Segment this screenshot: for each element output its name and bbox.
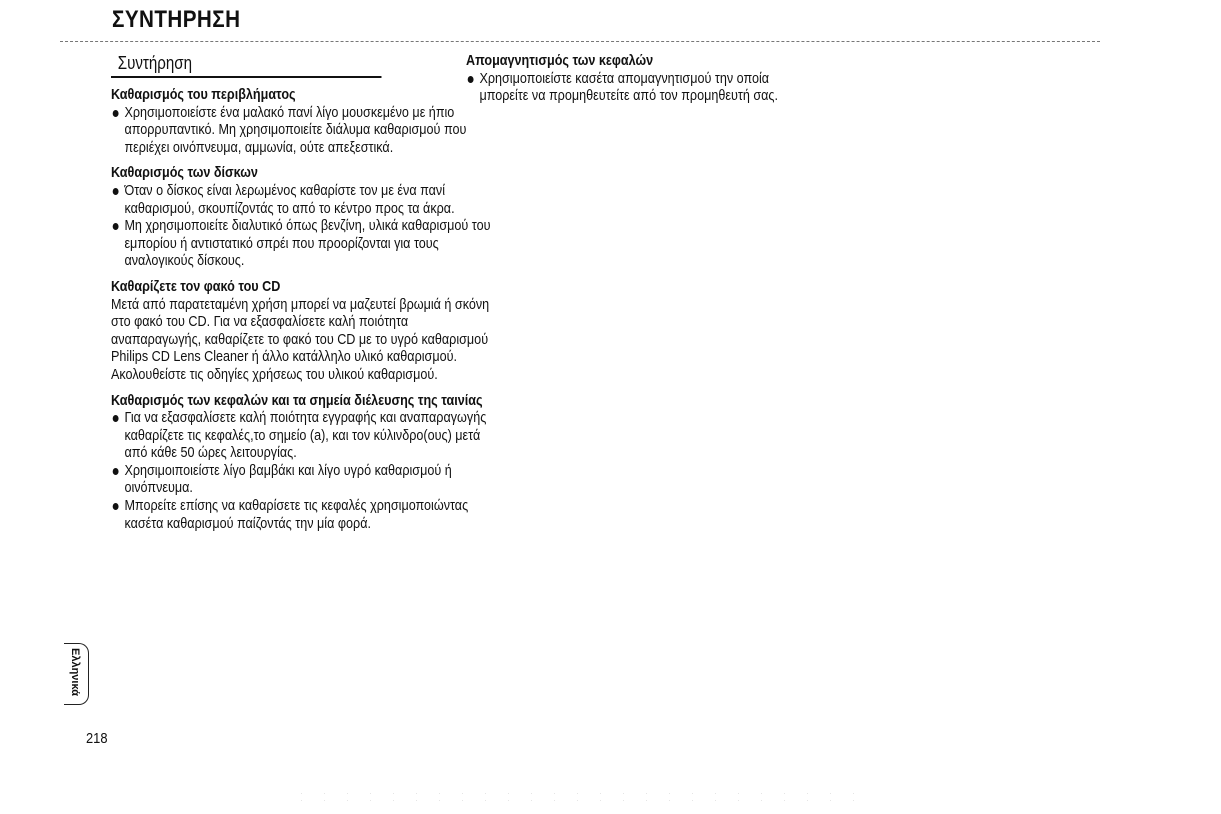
demagnetise-content	[466, 52, 802, 105]
heading-disc-cleaning: Καθαρισμός των δίσκων	[111, 164, 258, 182]
language-tab	[64, 643, 89, 705]
list-item-text: Μη χρησιμοποιείτε διαλυτικό όπως βενζίνη, υλικά καθαρισμού του εμπορίου ή αντιστατικό σπρέι που προορίζονται για τους αναλογικούς δίσκους.	[124, 217, 491, 270]
page-title: ΣΥΝΤΗΡΗΣΗ	[112, 6, 241, 33]
list-item	[111, 182, 491, 217]
heading-demagnetise: Απομαγνητισμός των κεφαλών	[466, 52, 654, 69]
heading-cd-lens: Καθαρίζετε τον φακό του CD	[111, 277, 281, 295]
section-title: Συντήρηση	[111, 52, 381, 78]
cd-lens-paragraph: Μετά από παρατεταμένη χρήση μπορεί να μαζευτεί βρωμιά ή σκόνη στο φακό του CD. Για να εξασφαλίσετε καλή ποιότητα αναπαραγωγής, καθαρίζετε το φακό του CD με το υγρό καθαρισμού Philips CD Lens Cleaner ή άλλο κατάλληλο υλικό καθαρισμού. Ακολουθείστε τις οδηγίες χρήσεως του υλικού καθαρισμού.	[111, 295, 490, 383]
bullet-icon	[113, 415, 119, 422]
list-item	[111, 409, 491, 462]
heading-cabinet-cleaning: Καθαρισμός του περιβλήματος	[111, 86, 296, 103]
list-item	[111, 462, 491, 497]
list-item-text: Όταν ο δίσκος είναι λερωμένος καθαρίστε τον με ένα πανί καθαρισμού, σκουπίζοντάς το από το κέντρο προς τα άκρα.	[124, 181, 455, 217]
disc-cleaning-list	[111, 182, 491, 270]
list-item-text: Χρησιμοποιείστε κασέτα απομαγνητισμού την οποία μπορείτε να προμηθευτείτε από τον προμηθευτή σας.	[479, 69, 778, 105]
tape-heads-list	[111, 409, 491, 532]
right-column	[466, 52, 846, 105]
heading-tape-heads: Καθαρισμός των κεφαλών και τα σημεία διέλευσης της ταινίας	[111, 391, 483, 409]
bullet-icon	[113, 110, 119, 117]
bullet-icon	[113, 223, 119, 230]
scan-noise	[290, 790, 870, 802]
cabinet-cleaning-list	[111, 104, 491, 157]
header-rule	[60, 41, 1100, 42]
list-item-text: Μπορείτε επίσης να καθαρίσετε τις κεφαλές χρησιμοποιώντας κασέτα καθαρισμού παίζοντάς την μία φορά.	[124, 497, 469, 532]
bullet-icon	[113, 188, 119, 195]
list-item	[466, 70, 802, 105]
demagnetise-list	[466, 70, 802, 105]
bullet-icon	[113, 503, 119, 510]
language-tab-label: Ελληνικά	[69, 648, 81, 696]
list-item-text: Χρησιμοποιείστε ένα μαλακό πανί λίγο μουσκεμένο με ήπιο απορρυπαντικό. Μη χρησιμοποιείτε διάλυμα καθαρισμού που περιέχει οινόπνευμα, αμμωνία, ούτε απεξεστικά.	[124, 103, 467, 156]
maintenance-content	[111, 86, 491, 532]
bullet-icon	[468, 76, 474, 83]
list-item	[111, 104, 491, 157]
left-column	[111, 52, 491, 532]
list-item	[111, 217, 491, 270]
bullet-icon	[113, 468, 119, 475]
list-item-text: Για να εξασφαλίσετε καλή ποιότητα εγγραφής και αναπαραγωγής καθαρίζετε τις κεφαλές,το σημείο (a), και τον κύλινδρο(ους) μετά από κάθε 50 ώρες λειτουργίας.	[124, 409, 487, 462]
page-number: 218	[86, 730, 108, 747]
list-item-text: Χρησιμοιποιείστε λίγο βαμβάκι και λίγο υγρό καθαρισμού ή οινόπνευμα.	[124, 461, 452, 497]
list-item	[111, 497, 491, 532]
